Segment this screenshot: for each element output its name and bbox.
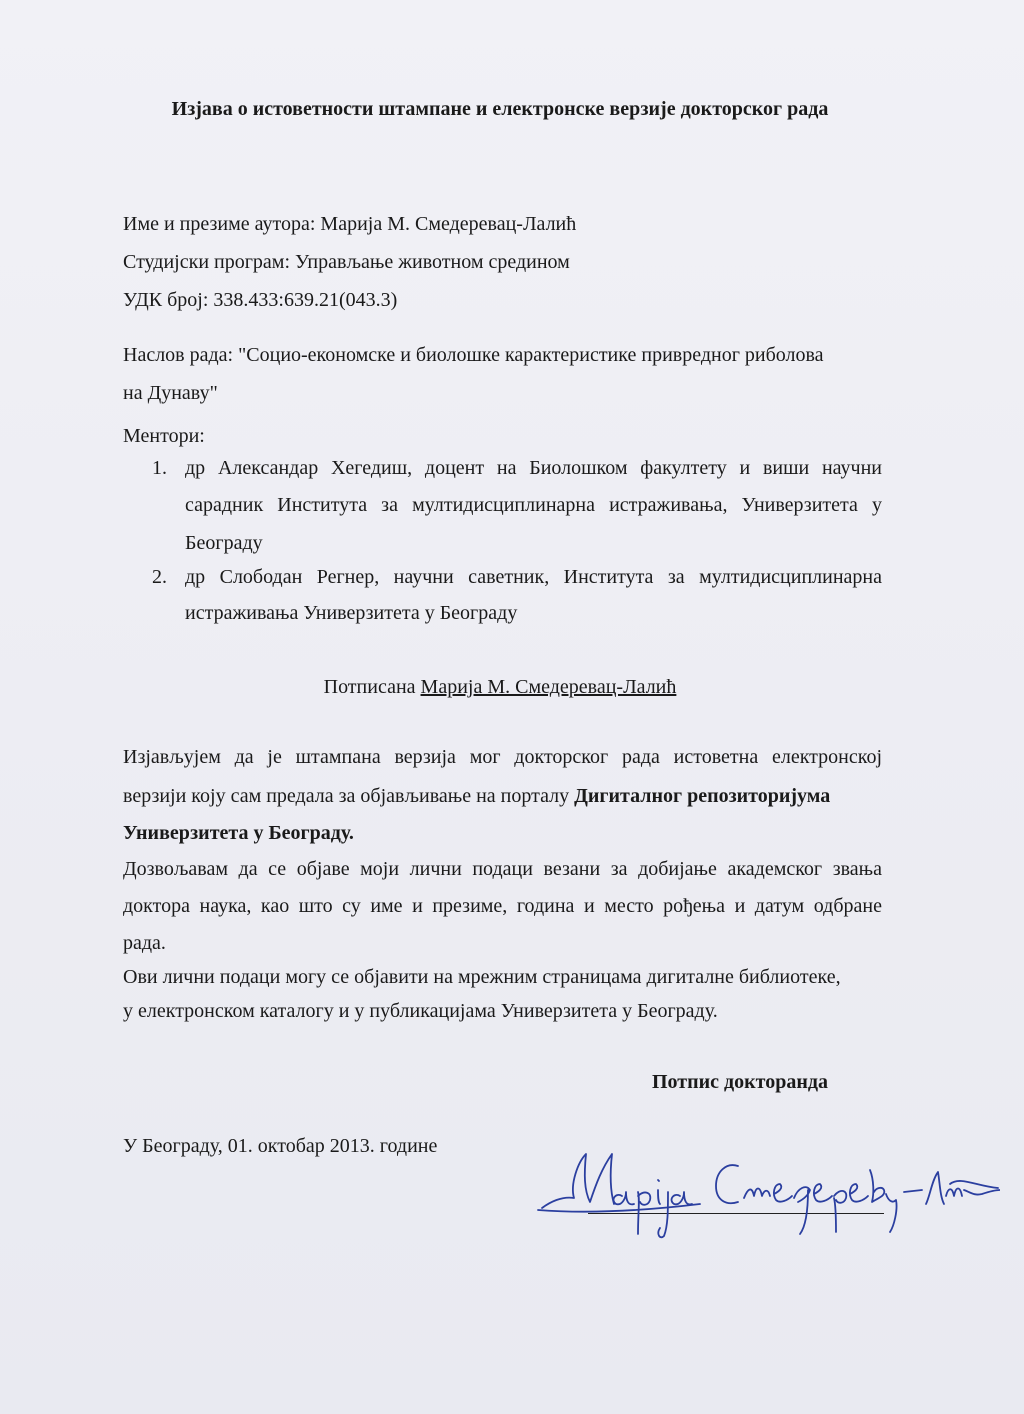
mentor-2-number: 2. (152, 566, 167, 588)
permission-line-1: Дозвољавам да се објаве моји лични подаци везани за добијање академског звања (123, 858, 882, 880)
udk-line: УДК број: 338.433:639.21(043.3) (123, 289, 398, 311)
declaration-line-1: Изјављујем да је штампана верзија мог докторског рада истоветна електронској (123, 746, 882, 768)
program-line: Студијски програм: Управљање животном средином (123, 251, 570, 273)
thesis-title-line-2: на Дунаву" (123, 382, 218, 404)
mentor-1-number: 1. (152, 457, 167, 479)
permission-line-3: рада. (123, 932, 166, 954)
author-line: Име и презиме аутора: Марија М. Смедеревац-Лалић (123, 213, 577, 235)
signed-name: Марија М. Смедеревац-Лалић (420, 676, 677, 698)
declaration-line-2-text: верзији коју сам предала за објављивање на порталу (123, 785, 575, 807)
mentor-1-line-1: др Александар Хегедиш, доцент на Биолошком факултету и виши научни (185, 457, 882, 479)
signed-prefix: Потписана (323, 676, 421, 698)
declaration-line-2-bold: Дигиталног репозиторијума (574, 785, 831, 807)
mentor-2-line-1: др Слободан Регнер, научни саветник, Института за мултидисциплинарна (185, 566, 882, 588)
publish-line-2: у електронском каталогу и у публикацијама Универзитета у Београду. (123, 1000, 718, 1022)
publish-line-1: Ови лични подаци могу се објавити на мрежним страницама дигиталне библиотеке, (123, 966, 841, 988)
declaration-line-3: Универзитета у Београду. (123, 822, 354, 844)
signed-by-line (0, 676, 1000, 699)
thesis-title-line-1: Наслов рада: "Социо-економске и биолошке карактеристике привредног риболова (123, 344, 824, 366)
handwritten-signature (530, 1140, 1000, 1250)
document-title: Изјава о истоветности штампане и електронске верзије докторског рада (171, 98, 829, 120)
mentor-1-line-2: сарадник Института за мултидисциплинарна истраживања, Универзитета у (185, 494, 882, 516)
mentor-2-line-2: истраживања Универзитета у Београду (185, 602, 518, 624)
permission-line-2: доктора наука, као што су име и презиме, година и место рођења и датум одбране (123, 895, 882, 917)
place-date-line: У Београду, 01. октобар 2013. године (123, 1135, 438, 1157)
signature-label: Потпис докторанда (652, 1071, 829, 1093)
mentor-1-line-3: Београду (185, 532, 263, 554)
mentors-label: Ментори: (123, 425, 205, 447)
declaration-line-2 (123, 785, 830, 808)
